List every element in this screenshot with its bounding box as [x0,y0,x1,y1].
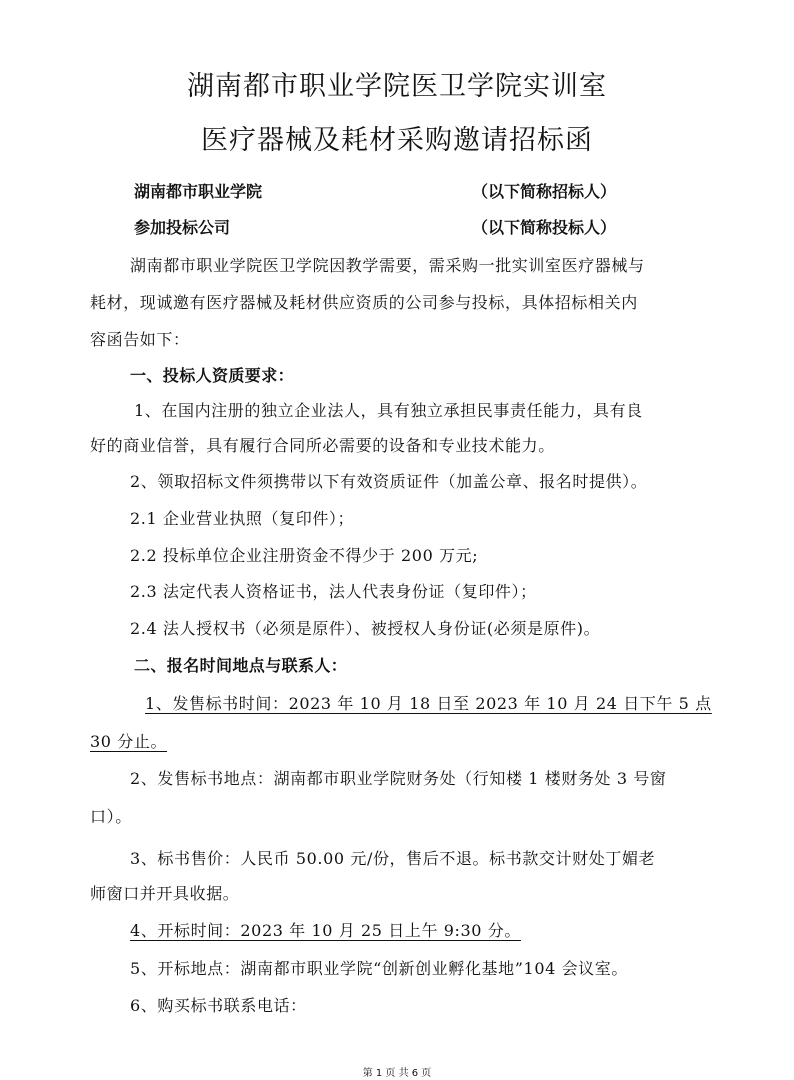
document-title-line1: 湖南都市职业学院医卫学院实训室 [187,71,607,102]
section2-item2-line2: 口）。 [90,807,132,826]
section1-item1-line2: 好的商业信誉，具有履行合同所必需要的设备和专业技术能力。 [90,436,555,455]
section2-item3-line2: 师窗口并开具收据。 [90,884,240,903]
intro-line-3: 容函告如下： [90,330,190,349]
page-footer: 第 1 页 共 6 页 [362,1068,432,1079]
intro-line-1: 湖南都市职业学院医卫学院因教学需要，需采购一批实训室医疗器械与 [130,256,645,275]
section2-item1-line1: 1、发售标书时间：2023 年 10 月 18 日至 2023 年 10 月 24 日下午 5 点 [145,694,712,713]
section2-item5: 5、开标地点：湖南都市职业学院“创新创业孵化基地”104 会议室。 [130,959,628,978]
intro-line-2: 耗材，现诚邀有医疗器械及耗材供应资质的公司参与投标，具体招标相关内 [90,293,638,312]
section2-item4: 4、开标时间：2023 年 10 月 25 日上午 9:30 分。 [130,921,521,940]
section1-item2-3: 2.3 法定代表人资格证书，法人代表身份证（复印件）； [130,582,537,601]
section2-item3-line1: 3、标书售价：人民币 50.00 元/份，售后不退。标书款交计财处丁媚老 [130,849,656,868]
inviter-note: （以下简称招标人） [472,182,617,201]
section1-heading: 一、投标人资质要求： [130,366,295,385]
bidder-note: （以下简称投标人） [472,218,617,237]
section1-item2-1: 2.1 企业营业执照（复印件）； [130,509,355,528]
inviter-name: 湖南都市职业学院 [134,182,263,201]
section2-item2-line1: 2、发售标书地点：湖南都市职业学院财务处（行知楼 1 楼财务处 3 号窗 [130,769,667,788]
section2-item6: 6、购买标书联系电话： [130,996,307,1015]
document-title-line2: 医疗器械及耗材采购邀请招标函 [201,125,593,156]
section2-heading: 二、报名时间地点与联系人： [134,656,348,675]
section1-item1-line1: 1、在国内注册的独立企业法人，具有独立承担民事责任能力，具有良 [134,401,643,420]
section2-item1-line2: 30 分止。 [90,732,168,751]
section1-item2: 2、领取招标文件须携带以下有效资质证件（加盖公章、报名时提供）。 [130,472,648,491]
section1-item2-2: 2.2 投标单位企业注册资金不得少于 200 万元; [130,546,479,565]
section1-item2-4: 2.4 法人授权书（必须是原件）、被授权人身份证(必须是原件)。 [130,619,601,638]
bidder-name: 参加投标公司 [134,218,231,237]
